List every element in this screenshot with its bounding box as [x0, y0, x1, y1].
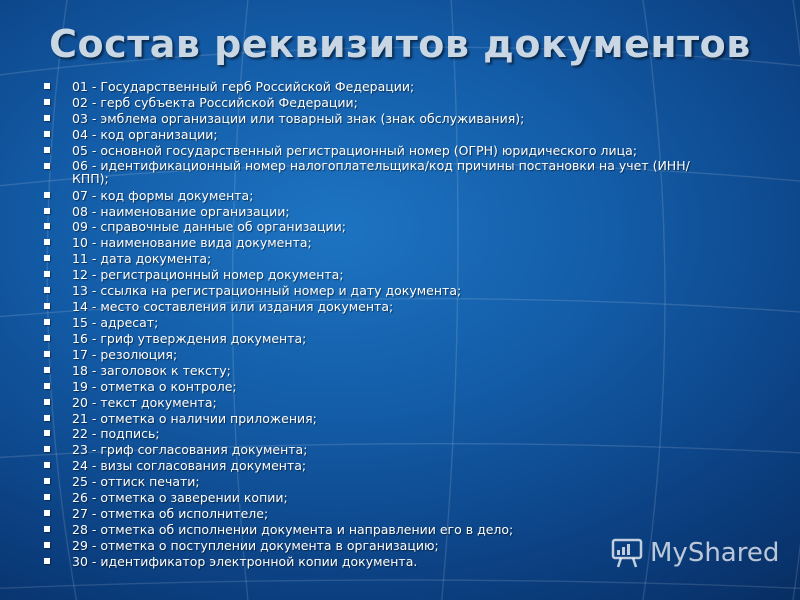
list-item-text: 15 - адресат;: [72, 314, 159, 330]
list-item: [44, 379, 704, 394]
list-item-text: 23 - гриф согласования документа;: [72, 442, 308, 458]
list-item: [44, 426, 704, 441]
list-item: [44, 283, 704, 298]
bullet-square-icon: [44, 163, 50, 169]
bullet-square-icon: [44, 239, 50, 245]
list-item-text: 13 - ссылка на регистрационный номер и дату документа;: [72, 283, 462, 299]
list-item-text: 02 - герб субъекта Российской Федерации;: [72, 94, 358, 110]
bullet-square-icon: [44, 351, 50, 357]
watermark: [610, 536, 779, 570]
list-item-text: 08 - наименование организации;: [72, 203, 290, 219]
list-item: [44, 204, 704, 219]
bullet-square-icon: [44, 287, 50, 293]
bullet-square-icon: [44, 335, 50, 341]
bullet-square-icon: [44, 446, 50, 452]
list-item: [44, 219, 704, 234]
list-item: [44, 506, 704, 521]
watermark-text: MyShared: [650, 538, 780, 568]
list-item-text: 25 - оттиск печати;: [72, 474, 200, 490]
list-item-text: 20 - текст документа;: [72, 394, 217, 410]
list-item: [44, 554, 704, 569]
list-item: [44, 538, 704, 553]
list-item: [44, 79, 704, 94]
list-item-text: 22 - подпись;: [72, 426, 160, 442]
list-item-text: 21 - отметка о наличии приложения;: [72, 410, 317, 426]
list-item: [44, 363, 704, 378]
bullet-square-icon: [44, 303, 50, 309]
bullet-square-icon: [44, 510, 50, 516]
list-item-text: 04 - код организации;: [72, 126, 218, 142]
list-item-text: 30 - идентификатор электронной копии документа.: [72, 553, 418, 569]
list-item-text: 19 - отметка о контроле;: [72, 378, 237, 394]
slide-title: Состав реквизитов документов: [49, 22, 751, 66]
list-item: [44, 395, 704, 410]
list-item: [44, 267, 704, 282]
list-item: [44, 474, 704, 489]
bullet-square-icon: [44, 462, 50, 468]
presentation-board-icon: [610, 536, 644, 570]
list-item: [44, 127, 704, 142]
bullet-square-icon: [44, 383, 50, 389]
list-item: [44, 299, 704, 314]
list-item: [44, 235, 704, 250]
list-item-text: 01 - Государственный герб Российской Федерации;: [72, 79, 415, 94]
bullet-square-icon: [44, 192, 50, 198]
list-item-text: 09 - справочные данные об организации;: [72, 219, 346, 235]
bullet-square-icon: [44, 319, 50, 325]
list-item: [44, 251, 704, 266]
list-item: [44, 143, 704, 158]
bullet-square-icon: [44, 367, 50, 373]
list-item-text: 10 - наименование вида документа;: [72, 235, 312, 251]
list-item: [44, 522, 704, 537]
list-item: [44, 347, 704, 362]
bullet-square-icon: [44, 83, 50, 89]
list-item-text: 06 - идентификационный номер налогоплательщика/код причины постановки на учет (ИНН/КПП);: [72, 157, 690, 186]
list-item-text: 28 - отметка об исполнении документа и направлении его в дело;: [72, 521, 514, 537]
requisites-list: [44, 79, 704, 570]
list-item: [44, 411, 704, 426]
list-item: [44, 442, 704, 457]
bullet-square-icon: [44, 558, 50, 564]
bullet-square-icon: [44, 223, 50, 229]
list-item-text: 05 - основной государственный регистрационный номер (ОГРН) юридического лица;: [72, 142, 638, 158]
bullet-square-icon: [44, 430, 50, 436]
bullet-square-icon: [44, 526, 50, 532]
bullet-square-icon: [44, 255, 50, 261]
bullet-square-icon: [44, 399, 50, 405]
bullet-square-icon: [44, 147, 50, 153]
list-item-text: 29 - отметка о поступлении документа в организацию;: [72, 537, 439, 553]
bullet-square-icon: [44, 542, 50, 548]
list-item: [44, 315, 704, 330]
list-item: [44, 95, 704, 110]
list-item: [44, 331, 704, 346]
list-item-text: 18 - заголовок к тексту;: [72, 362, 231, 378]
list-item: [44, 159, 704, 185]
bullet-square-icon: [44, 478, 50, 484]
list-item-text: 12 - регистрационный номер документа;: [72, 267, 344, 283]
bullet-square-icon: [44, 271, 50, 277]
list-item-text: 16 - гриф утверждения документа;: [72, 330, 307, 346]
list-item-text: 03 - эмблема организации или товарный знак (знак обслуживания);: [72, 110, 525, 126]
bullet-square-icon: [44, 208, 50, 214]
bullet-square-icon: [44, 99, 50, 105]
bullet-square-icon: [44, 494, 50, 500]
bullet-square-icon: [44, 415, 50, 421]
list-item: [44, 111, 704, 126]
list-item: [44, 188, 704, 203]
list-item-text: 07 - код формы документа;: [72, 187, 254, 203]
list-item-text: 11 - дата документа;: [72, 251, 212, 267]
list-item: [44, 458, 704, 473]
list-item-text: 14 - место составления или издания документа;: [72, 299, 394, 315]
list-item-text: 17 - резолюция;: [72, 346, 178, 362]
list-item-text: 27 - отметка об исполнителе;: [72, 506, 269, 522]
list-item-text: 24 - визы согласования документа;: [72, 458, 307, 474]
bullet-square-icon: [44, 115, 50, 121]
bullet-square-icon: [44, 131, 50, 137]
list-item: [44, 490, 704, 505]
list-item-text: 26 - отметка о заверении копии;: [72, 490, 288, 506]
